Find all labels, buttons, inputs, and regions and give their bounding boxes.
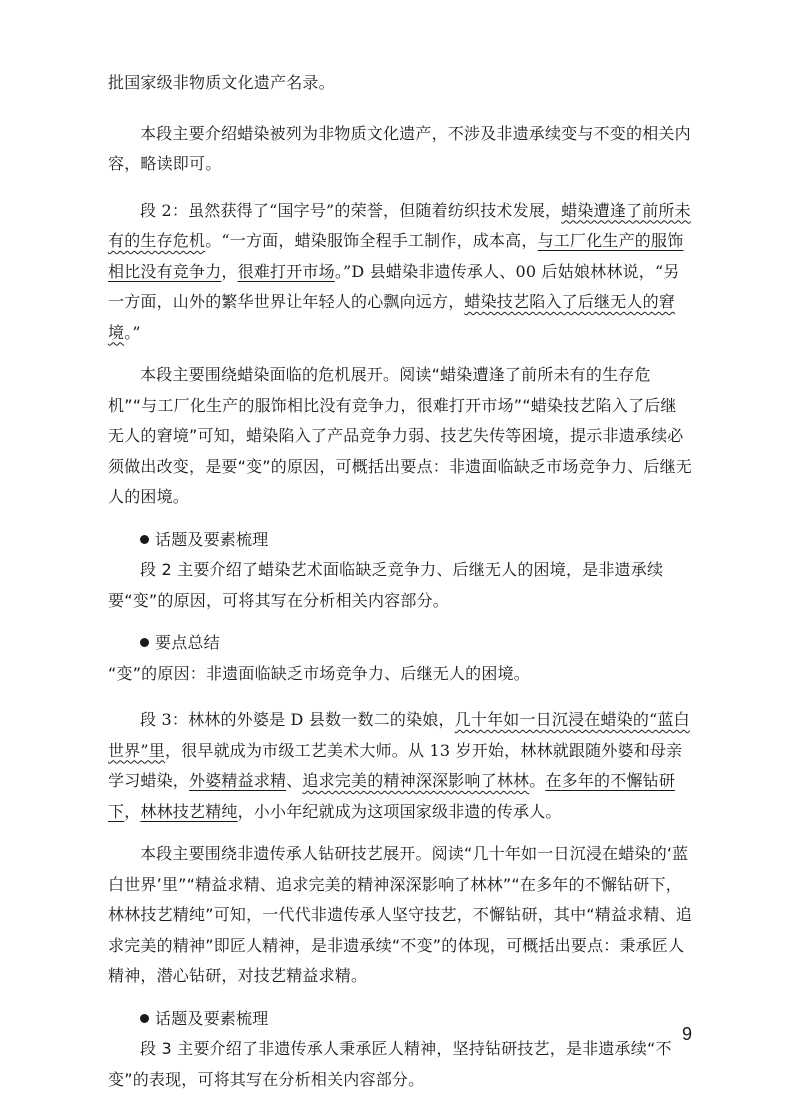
heading-topic-elements-2: 话题及要素梳理 — [108, 1004, 692, 1035]
source-paragraph-2: 段 2：虽然获得了“国字号”的荣誉，但随着纺织技术发展，蜡染遭逢了前所未有的生存危机。“一方面，蜡染服饰全程手工制作，成本高，与工厂化生产的服饰相比没有竞争力，很难打开市场。”D 县蜡染非遗传承人、00 后姑娘林林说，“另一方面，山外的繁华世界让年轻人的心飘向远方，蜡染技艺陷入了后继无人的窘境。” — [108, 200, 691, 342]
summary-paragraph-3: 段 3 主要介绍了非遗传承人秉承匠人精神，坚持钻研技艺，是非遗承续“不变”的表现，可将其写在分析相关内容部分。 — [108, 1039, 672, 1089]
summary-paragraph-2: 段 2 主要介绍了蜡染艺术面临缺乏竞争力、后继无人的困境，是非遗承续要“变”的原因，可将其写在分析相关内容部分。 — [108, 560, 664, 610]
source-paragraph-3: 段 3：林林的外婆是 D 县数一数二的染娘，几十年如一日沉浸在蜡染的“蓝白世界”里，很早就成为市级工艺美术大师。从 13 岁开始，林林就跟随外婆和母亲学习蜡染，外婆精益求精、追求完美的精神深深影响了林林。在多年的不懈钻研下，林林技艺精纯，小小年纪就成为这项国家级非遗的传承人。 — [108, 710, 690, 821]
bullet-icon — [140, 638, 149, 647]
key-point-change: “变”的原因：非遗面临缺乏市场竞争力、后继无人的困境。 — [108, 663, 530, 683]
page-number: 9 — [681, 1024, 692, 1044]
analysis-paragraph-3: 本段主要围绕非遗传承人钻研技艺展开。阅读“几十年如一日沉浸在蜡染的‘蓝白世界’里”“精益求精、追求完美的精神深深影响了林林”“在多年的不懈钻研下，林林技艺精纯”可知，一代代非遗传承人坚守技艺，不懈钻研，其中“精益求精、追求完美的精神”即匠人精神，是非遗承续“不变”的体现，可概括出要点：秉承匠人精神，潜心钻研，对技艺精益求精。 — [108, 844, 692, 985]
analysis-paragraph-1: 本段主要介绍蜡染被列为非物质文化遗产，不涉及非遗承续变与不变的相关内容，略读即可。 — [108, 123, 691, 173]
document-body — [108, 0, 692, 1095]
bullet-icon — [140, 1014, 149, 1023]
bullet-icon — [140, 535, 149, 544]
paragraph-continued: 批国家级非物质文化遗产名录。 — [108, 73, 335, 92]
analysis-paragraph-2: 本段主要围绕蜡染面临的危机展开。阅读“蜡染遭逢了前所未有的生存危机”“与工厂化生产的服饰相比没有竞争力，很难打开市场”“蜡染技艺陷入了后继无人的窘境”可知，蜡染陷入了产品竞争力弱、技艺失传等困境，提示非遗承续必须做出改变，是要“变”的原因，可概括出要点：非遗面临缺乏市场竞争力、后继无人的困境。 — [108, 365, 692, 506]
heading-topic-elements: 话题及要素梳理 — [108, 525, 692, 556]
heading-key-points: 要点总结 — [108, 628, 692, 659]
